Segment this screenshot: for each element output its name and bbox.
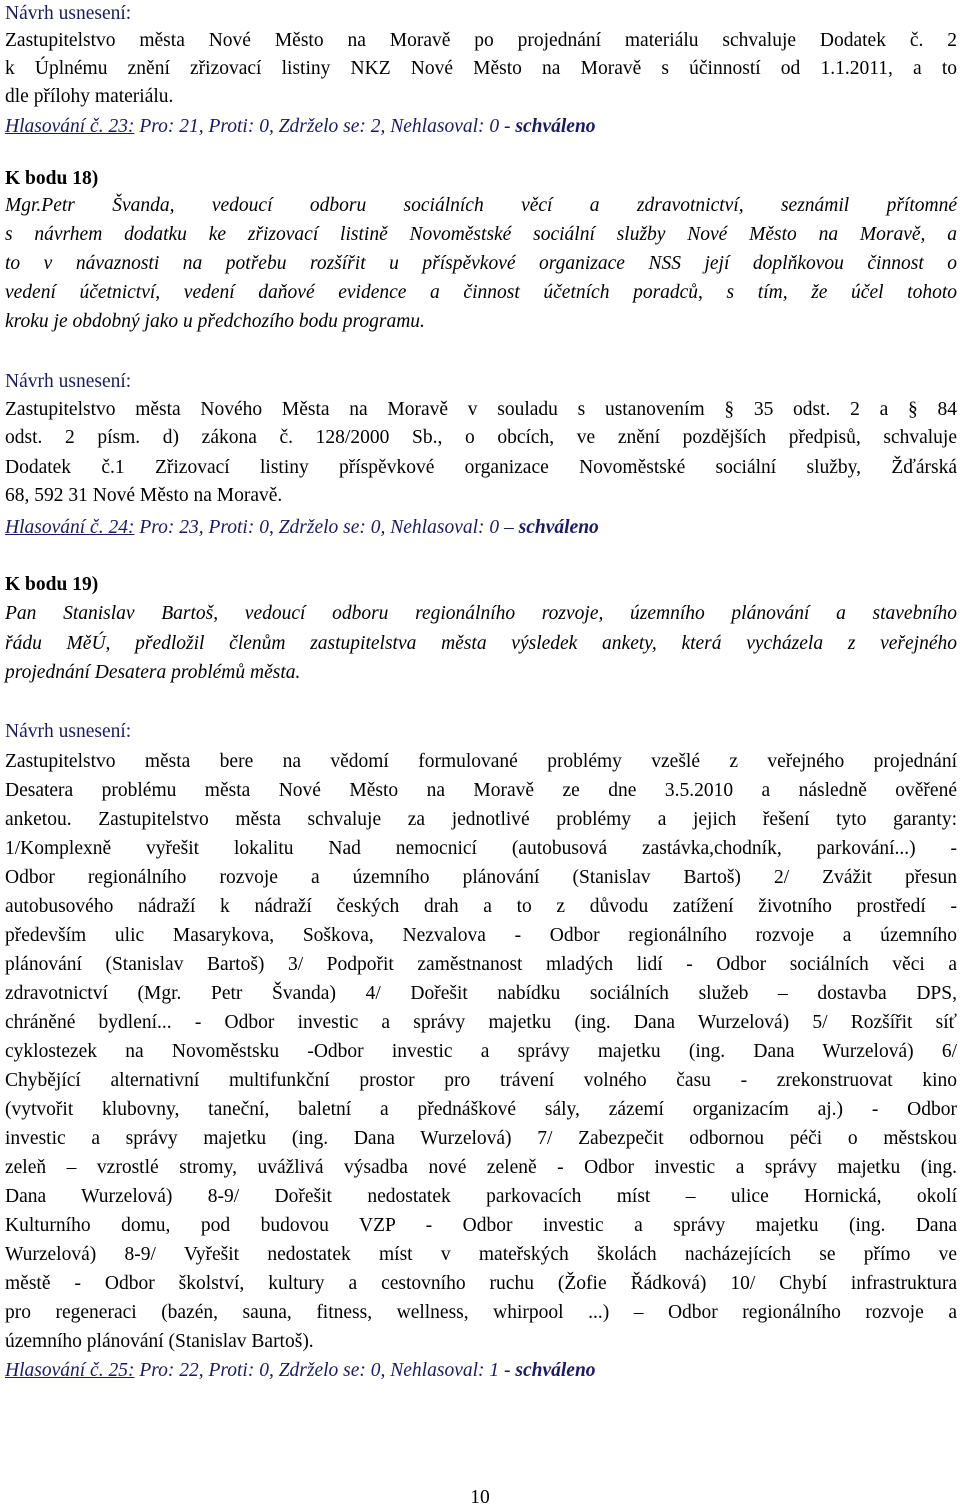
resolution-text-line: Desatera problému města Nové Město na Moravě ze dne 3.5.2010 a následně ověřené [5, 780, 957, 801]
resolution-text-line: 1/Komplexně vyřešit lokalitu Nad nemocnicí (autobusová zastávka,chodník, parkování...) - [5, 838, 957, 859]
resolution-text-line: Dodatek č.1 Zřizovací listiny příspěvkové organizace Novoměstské sociální služby, Žďárská [5, 457, 957, 478]
resolution-text-line: k Úplnému znění zřizovací listiny NKZ Nové Město na Moravě s účinností od 1.1.2011, a to [5, 58, 957, 79]
intro-text-line: vedení účetnictví, vedení daňové evidence a činnost účetních poradců, s tím, že účel tohoto [5, 282, 957, 303]
resolution-proposal-label: Návrh usnesení: [5, 371, 132, 392]
intro-text-line: kroku je obdobný jako u předchozího bodu programu. [5, 311, 425, 332]
resolution-text-line: Zastupitelstvo města bere na vědomí formulované problémy vzešlé z veřejného projednání [5, 751, 957, 772]
vote-result: schváleno [515, 1360, 596, 1381]
intro-text-line: řádu MěÚ, předložil členům zastupitelstva města výsledek ankety, která vycházela z veřejného [5, 633, 957, 654]
resolution-text-line: Dana Wurzelová) 8-9/ Dořešit nedostatek parkovacích míst – ulice Hornická, okolí [5, 1186, 957, 1207]
resolution-text-line: investic a správy majetku (ing. Dana Wurzelová) 7/ Zabezpečit odbornou péči o městskou [5, 1128, 957, 1149]
resolution-text-line: 68, 592 31 Nové Město na Moravě. [5, 485, 283, 506]
resolution-text-line: zdravotnictví (Mgr. Petr Švanda) 4/ Dořešit nabídku sociálních služeb – dostavba DPS, [5, 983, 957, 1004]
vote-line [5, 115, 596, 139]
vote-text: Pro: 23, Proti: 0, Zdrželo se: 0, Nehlasoval: 0 – [134, 517, 519, 538]
resolution-text-line: Wurzelová) 8-9/ Vyřešit nedostatek míst v mateřských školách nacházejících se přímo ve [5, 1244, 957, 1265]
section-heading: K bodu 18) [5, 168, 99, 189]
vote-result: schváleno [518, 517, 599, 538]
resolution-text-line: Zastupitelstvo města Nové Město na Moravě po projednání materiálu schvaluje Dodatek č. 2 [5, 30, 957, 51]
vote-label: Hlasování č. 24: [5, 517, 135, 538]
resolution-text-line: Kulturního domu, pod budovou VZP - Odbor investic a správy majetku (ing. Dana [5, 1215, 957, 1236]
resolution-text-line: Odbor regionálního rozvoje a územního plánování (Stanislav Bartoš) 2/ Zvážit přesun [5, 867, 957, 888]
resolution-text-line: (vytvořit klubovny, taneční, baletní a přednáškové sály, zázemí organizacím aj.) - Odbor [5, 1099, 957, 1120]
vote-result: schváleno [515, 116, 596, 137]
vote-line [5, 516, 599, 540]
resolution-text-line: zeleň – vzrostlé stromy, uvážlivá výsadba nové zeleně - Odbor investic a správy majetku (ing. [5, 1157, 957, 1178]
resolution-text-line: územního plánování (Stanislav Bartoš). [5, 1331, 314, 1352]
resolution-text-line: Zastupitelstvo města Nového Města na Moravě v souladu s ustanovením § 35 odst. 2 a § 84 [5, 399, 957, 420]
intro-text-line: to v návaznosti na potřebu rozšířit u příspěvkové organizace NSS její doplňkovou činnost o [5, 253, 957, 274]
vote-label: Hlasování č. 23: [5, 116, 135, 137]
page-number: 10 [470, 1487, 490, 1508]
resolution-text-line: Chybějící alternativní multifunkční prostor pro trávení volného času - zrekonstruovat kino [5, 1070, 957, 1091]
section-heading: K bodu 19) [5, 574, 99, 595]
resolution-proposal-label: Návrh usnesení: [5, 721, 132, 742]
resolution-text-line: cyklostezek na Novoměstsku -Odbor investic a správy majetku (ing. Dana Wurzelová) 6/ [5, 1041, 957, 1062]
vote-line [5, 1359, 596, 1383]
vote-text: Pro: 22, Proti: 0, Zdrželo se: 0, Nehlasoval: 1 - [134, 1360, 516, 1381]
intro-text-line: s návrhem dodatku ke zřizovací listině Novoměstské sociální služby Nové Město na Moravě, a [5, 224, 957, 245]
vote-text: Pro: 21, Proti: 0, Zdrželo se: 2, Nehlasoval: 0 - [134, 116, 516, 137]
resolution-text-line: dle přílohy materiálu. [5, 86, 174, 107]
resolution-text-line: městě - Odbor školství, kultury a cestovního ruchu (Žofie Řádková) 10/ Chybí infrastruktura [5, 1273, 957, 1294]
resolution-text-line: plánování (Stanislav Bartoš) 3/ Podpořit zaměstnanost mladých lidí - Odbor sociálních věci a [5, 954, 957, 975]
resolution-text-line: autobusového nádraží k nádraží českých drah a to z důvodu zatížení životního prostředí - [5, 896, 957, 917]
resolution-text-line: především ulic Masarykova, Soškova, Nezvalova - Odbor regionálního rozvoje a územního [5, 925, 957, 946]
resolution-text-line: pro regeneraci (bazén, sauna, fitness, wellness, whirpool ...) – Odbor regionálního rozvoje a [5, 1302, 957, 1323]
vote-label: Hlasování č. 25: [5, 1360, 135, 1381]
intro-text-line: Pan Stanislav Bartoš, vedoucí odboru regionálního rozvoje, územního plánování a stavebního [5, 603, 957, 624]
intro-text-line: projednání Desatera problémů města. [5, 662, 301, 683]
intro-text-line: Mgr.Petr Švanda, vedoucí odboru sociálních věcí a zdravotnictví, seznámil přítomné [5, 195, 957, 216]
resolution-text-line: odst. 2 písm. d) zákona č. 128/2000 Sb., o obcích, ve znění pozdějších předpisů, schvaluje [5, 427, 957, 448]
resolution-text-line: chráněné bydlení... - Odbor investic a správy majetku (ing. Dana Wurzelová) 5/ Rozšířit síť [5, 1012, 957, 1033]
resolution-proposal-label: Návrh usnesení: [5, 3, 132, 24]
resolution-text-line: anketou. Zastupitelstvo města schvaluje za jednotlivé problémy a jejich řešení tyto garanty: [5, 809, 957, 830]
